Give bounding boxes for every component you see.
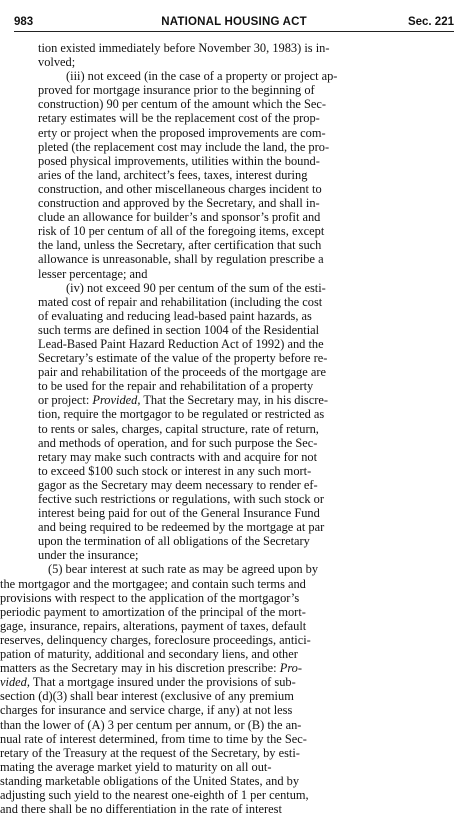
text-line: nual rate of interest determined, from time to time by the Sec-: [0, 731, 307, 746]
text-line: pation of maturity, additional and secondary liens, and other: [0, 647, 298, 662]
text-line: of evaluating and reducing lead-based paint hazards, as: [38, 308, 312, 323]
text-line: and there shall be no differentiation in the rate of interest: [0, 802, 282, 816]
text-line: Secretary’s estimate of the value of the property before re-: [38, 351, 328, 366]
running-header: [14, 14, 454, 30]
text-line: mated cost of repair and rehabilitation (including the cost: [38, 294, 323, 309]
text-line: standing marketable obligations of the United States, and by: [0, 773, 300, 788]
text-line: [38, 393, 438, 407]
text-line: to be used for the repair and rehabilitation of a property: [38, 379, 314, 394]
text-line: gagor as the Secretary may deem necessary to render ef-: [38, 477, 318, 492]
proviso-term: Pro-: [279, 661, 303, 676]
page-number: 983: [14, 16, 34, 28]
text-line: than the lower of (A) 3 per centum per annum, or (B) the an-: [0, 717, 302, 732]
text-line: fective such restrictions or regulations, with such stock or: [38, 492, 324, 506]
text-line: and methods of operation, and for such purpose the Sec-: [38, 435, 318, 450]
text-line: to exceed $100 such stock or interest in any such mort-: [38, 463, 312, 478]
clause-iii-line: (iii) not exceed (in the case of a property or project ap-: [66, 69, 338, 84]
text-line: [0, 675, 438, 689]
text-line: periodic payment to amortization of the principal of the mort-: [0, 604, 306, 619]
text-line: and being required to be redeemed by the mortgage at par: [38, 520, 325, 535]
text-run: That the Secretary may, in his discre-: [143, 393, 328, 408]
text-run: or project:: [38, 393, 90, 408]
text-line: the land, unless the Secretary, after certification that such: [38, 238, 322, 253]
text-line: interest being paid for out of the General Insurance Fund: [38, 506, 320, 521]
statute-text: [0, 41, 438, 816]
text-line: allowance is unreasonable, shall by regulation prescribe a: [38, 252, 324, 267]
text-line: pair and rehabilitation of the proceeds of the mortgage are: [38, 365, 326, 380]
text-run: That a mortgage insured under the provisions of sub-: [32, 675, 296, 690]
text-line: erty or project when the proposed improvements are com-: [38, 125, 326, 140]
text-line: pleted (the replacement cost may include the land, the pro-: [38, 139, 330, 154]
text-line: such terms are defined in section 1004 of the Residential: [38, 322, 320, 337]
section-label: Sec. 221: [407, 16, 454, 28]
proviso-term: Provided,: [92, 393, 141, 408]
text-line: construction) 90 per centum of the amount which the Sec-: [38, 97, 326, 112]
text-line: tion existed immediately before November 30, 1983) is in-: [38, 41, 330, 55]
text-run: matters as the Secretary may in his discretion prescribe:: [0, 661, 277, 676]
text-line: adjusting such yield to the nearest one-eighth of 1 per centum,: [0, 787, 309, 802]
text-line: mating the average market yield to maturity on all out-: [0, 759, 272, 774]
text-line: reserves, delinquency charges, foreclosure proceedings, antici-: [0, 632, 311, 647]
text-line: proved for mortgage insurance prior to the beginning of: [38, 83, 315, 98]
text-line: charges for insurance and service charge, if any) at not less: [0, 703, 293, 718]
text-line: volved;: [38, 55, 76, 70]
text-line: posed physical improvements, utilities within the bound-: [38, 153, 320, 168]
text-line: construction and approved by the Secretary, and shall in-: [38, 196, 320, 211]
text-line: provisions with respect to the application of the mortgagor’s: [0, 590, 300, 605]
text-line: lesser percentage; and: [38, 266, 148, 281]
text-line: gage, insurance, repairs, alterations, payment of taxes, default: [0, 618, 307, 633]
text-line: [0, 661, 438, 675]
running-title: NATIONAL HOUSING ACT: [161, 16, 307, 28]
text-line: upon the termination of all obligations of the Secretary: [38, 534, 310, 549]
text-line: under the insurance;: [38, 548, 139, 563]
text-line: retary estimates will be the replacement cost of the prop-: [38, 111, 320, 126]
text-line: retary of the Treasury at the request of the Secretary, by esti-: [0, 745, 300, 760]
text-line: aries of the land, architect’s fees, taxes, interest during: [38, 167, 308, 182]
text-line: section (d)(3) shall bear interest (exclusive of any premium: [0, 689, 294, 704]
text-line: retary may make such contracts with and acquire for not: [38, 449, 318, 464]
text-line: Lead-Based Paint Hazard Reduction Act of 1992) and the: [38, 336, 324, 351]
text-line: risk of 10 per centum of all of the foregoing items, except: [38, 224, 325, 239]
text-line: tion, require the mortgagor to be regulated or restricted as: [38, 407, 325, 422]
text-line: clude an allowance for builder’s and sponsor’s profit and: [38, 210, 321, 225]
text-line: the mortgagor and the mortgagee; and contain such terms and: [0, 576, 306, 591]
header-rule: [14, 31, 454, 32]
text-line: to rents or sales, charges, capital structure, rate of return,: [38, 421, 319, 436]
paragraph-5-line: (5) bear interest at such rate as may be agreed upon by: [48, 562, 319, 577]
text-line: construction, and other miscellaneous charges incident to: [38, 181, 322, 196]
proviso-term: vided,: [0, 675, 30, 690]
clause-iv-line: (iv) not exceed 90 per centum of the sum of the esti-: [66, 280, 326, 295]
